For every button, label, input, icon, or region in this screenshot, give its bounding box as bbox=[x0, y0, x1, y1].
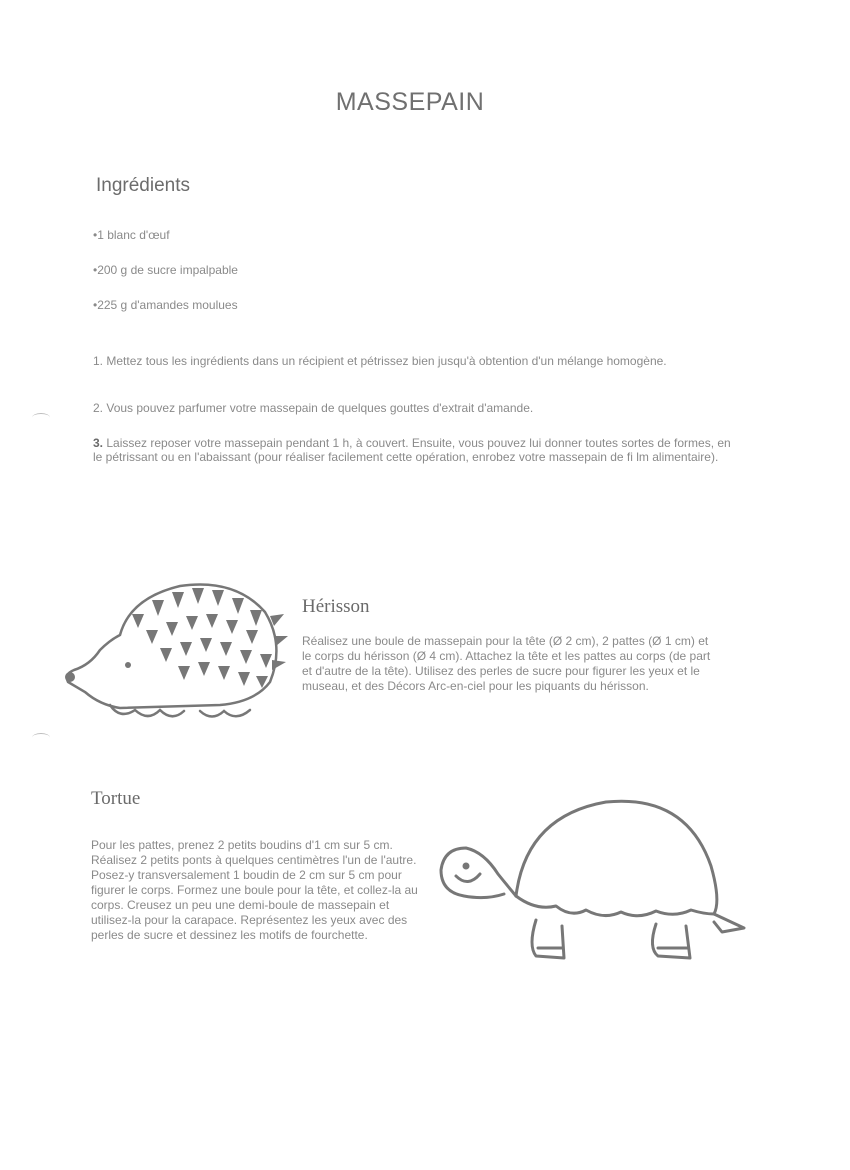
hedgehog-heading: Hérisson bbox=[302, 596, 370, 617]
turtle-heading: Tortue bbox=[91, 788, 141, 809]
binder-hole-mark bbox=[32, 413, 50, 422]
step-number: 1. bbox=[93, 354, 104, 368]
step-1 bbox=[93, 354, 733, 368]
step-3 bbox=[93, 436, 733, 464]
ingredients-heading: Ingrédients bbox=[96, 175, 191, 196]
step-2 bbox=[93, 401, 733, 415]
step-text: Mettez tous les ingrédients dans un récipient et pétrissez bien jusqu'à obtention d'un mélange homogène. bbox=[106, 354, 667, 368]
ingredient-item: •225 g d'amandes moulues bbox=[93, 298, 238, 312]
step-text: Laissez reposer votre massepain pendant 1 h, à couvert. Ensuite, vous pouvez lui donner toutes sortes de formes, en le pétrissant ou en l'abaissant (pour réaliser facilement cette opération, enrobez votre massepain de fi lm alimentaire). bbox=[93, 436, 731, 464]
step-text: Vous pouvez parfumer votre massepain de quelques gouttes d'extrait d'amande. bbox=[106, 401, 534, 415]
turtle-drawing bbox=[436, 796, 750, 968]
hedgehog-instructions: Réalisez une boule de massepain pour la tête (Ø 2 cm), 2 pattes (Ø 1 cm) et le corps du hérisson (Ø 4 cm). Attachez la tête et les pattes au corps (de part et d'autre de la tête). Utilisez des perles de sucre pour figurer les yeux et le museau, et des Décors Arc-en-ciel pour les piquants du hérisson. bbox=[302, 634, 711, 693]
page-title: MASSEPAIN bbox=[335, 88, 485, 116]
step-number: 2. bbox=[93, 401, 104, 415]
ingredient-item: •200 g de sucre impalpable bbox=[93, 263, 238, 277]
turtle-instructions: Pour les pattes, prenez 2 petits boudins d'1 cm sur 5 cm. Réalisez 2 petits ponts à quelques centimètres l'un de l'autre. Posez-y transversalement 1 boudin de 2 cm sur 5 cm pour figurer le corps. Formez une boule pour la tête, et collez-la au corps. Creusez un peu une demi-boule de massepain et utilisez-la pour la carapace. Représentez les yeux avec des perles de sucre et dessinez les motifs de fourchette. bbox=[91, 838, 418, 942]
hedgehog-drawing bbox=[60, 570, 290, 740]
binder-hole-mark bbox=[32, 733, 50, 742]
step-number: 3. bbox=[93, 436, 104, 450]
ingredient-item: •1 blanc d'œuf bbox=[93, 228, 170, 242]
